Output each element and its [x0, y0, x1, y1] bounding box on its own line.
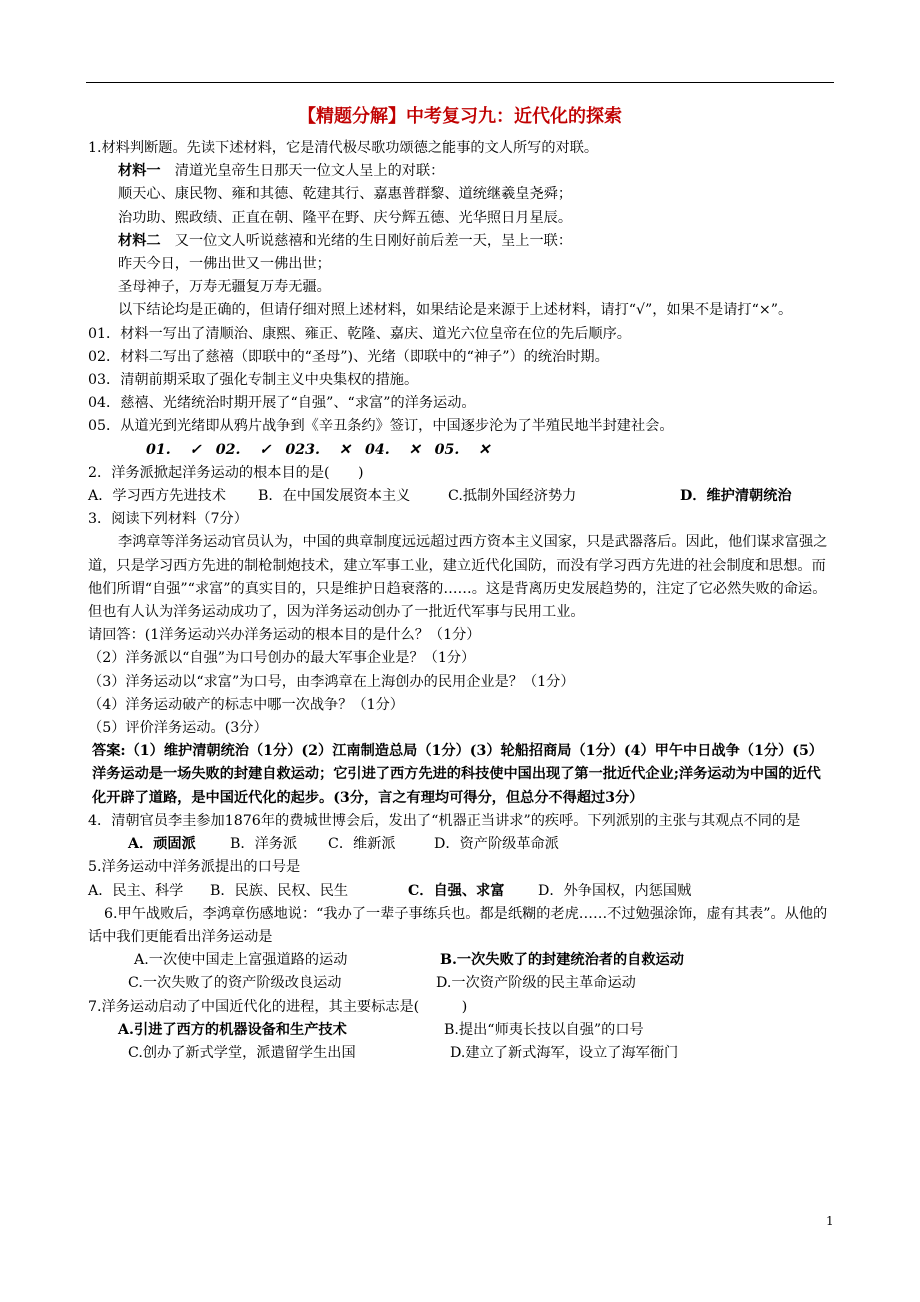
- q3-stem: 3．阅读下列材料（7分）: [88, 511, 248, 528]
- q4-stem: 4．清朝官员李圭参加1876年的费城世博会后，发出了“机器正当讲求”的疾呼。下列派别的主张与其观点不同的是: [88, 812, 801, 829]
- page-title: 【精题分解】中考复习九：近代化的探索: [298, 106, 622, 127]
- q1-material-2-line-2: 圣母神子，万寿无疆复万寿无疆。: [118, 279, 331, 296]
- q6-stem: 6.甲午战败后，李鸿章伤感地说：“我办了一辈子事练兵也。都是纸糊的老虎……不过勉强涂饰，虚有其表”。从他的话中我们更能看出洋务运动是: [88, 905, 828, 945]
- q2-option-a: A．学习西方先进技术: [88, 488, 226, 505]
- q5-option-d: D．外争国权，内惩国贼: [538, 882, 692, 899]
- q6-option-a: A.一次使中国走上富强道路的运动: [134, 952, 348, 969]
- q7-option-a: A.引进了西方的机器设备和生产技术: [118, 1021, 347, 1038]
- document-body: [88, 137, 834, 1065]
- q4-option-a: A．顽固派: [128, 836, 196, 853]
- q3-question-1: 请回答：(1洋务运动兴办洋务运动的根本目的是什么？（1分）: [88, 627, 481, 644]
- material-2-label: 材料二: [118, 232, 161, 249]
- q3-question-3: （3）洋务运动以“求富”为口号，由李鸿章在上海创办的民用企业是？（1分）: [88, 673, 575, 690]
- q4-option-b: B．洋务派: [230, 836, 298, 853]
- q6-option-d: D.一次资产阶级的民主革命运动: [436, 975, 636, 992]
- q1-item-05: 05．从道光到光绪即从鸦片战争到《辛丑条约》签订，中国逐步沦为了半殖民地半封建社会。: [88, 418, 674, 435]
- q6-options-row-2: [88, 972, 834, 995]
- q1-item-02: 02．材料二写出了慈禧（即联中的“圣母”)、光绪（即联中的“神子”）的统治时期。: [88, 348, 609, 365]
- material-2-text: 又一位文人听说慈禧和光绪的生日刚好前后差一天，呈上一联：: [160, 232, 573, 249]
- q3-material: 李鸿章等洋务运动官员认为，中国的典章制度远远超过西方资本主义国家，只是武器落后。因此，他们谋求富强之道，只是学习西方先进的制枪制炮技术，建立军事工业，建立近代化国防，而没有学习西方先进的社会制度和思想。而他们所谓“自强”“求富”的真实目的，只是维护日趋衰落的……。这是背离历史发展趋势的，注定了它必然失败的命运。但也有人认为洋务运动成功了，因为洋务运动创办了一批近代军事与民用工业。: [88, 534, 828, 621]
- q7-option-b: B.提出“师夷长技以自强”的口号: [444, 1021, 644, 1038]
- q7-options-row-1: [88, 1019, 834, 1042]
- header-rule: [86, 82, 834, 83]
- q1-instruction: 以下结论均是正确的，但请仔细对照上述材料，如果结论是来源于上述材料，请打“√”，如果不是请打“×”。: [118, 302, 793, 319]
- q1-item-04: 04．慈禧、光绪统治时期开展了“自强”、“求富”的洋务运动。: [88, 395, 476, 412]
- q2-stem: 2．洋务派掀起洋务运动的根本目的是( ): [88, 464, 364, 481]
- q6-option-b: B.一次失败了的封建统治者的自救运动: [440, 952, 684, 969]
- q1-answer: 01. ✓ 02. ✓ 023. ✕ 04. ✕ 05. ✕: [146, 441, 491, 458]
- q4-option-d: D．资产阶级革命派: [434, 836, 559, 853]
- material-1-text: 清道光皇帝生日那天一位文人呈上的对联：: [160, 163, 445, 180]
- q5-options: [88, 880, 834, 903]
- q2-options: [88, 485, 834, 508]
- q1-material-1-line-2: 治功助、熙政绩、正直在朝、隆平在野、庆兮辉五德、光华照日月星辰。: [118, 209, 573, 226]
- q2-option-c: C.抵制外国经济势力: [448, 488, 577, 505]
- q5-stem: 5.洋务运动中洋务派提出的口号是: [88, 859, 301, 876]
- q6-option-c: C.一次失败了的资产阶级改良运动: [128, 975, 342, 992]
- q5-option-a: A．民主、科学: [88, 882, 184, 899]
- q5-option-c: C．自强、求富: [408, 882, 505, 899]
- q3-question-5: （5）评价洋务运动。(3分）: [88, 720, 268, 737]
- q1-material-1-line-1: 顺天心、康民物、雍和其德、乾建其行、嘉惠普群黎、道统继羲皇尧舜；: [118, 186, 573, 203]
- q7-options-row-2: [88, 1042, 834, 1065]
- q7-stem: 7.洋务运动启动了中国近代化的进程，其主要标志是( ): [88, 998, 468, 1015]
- q7-option-c: C.创办了新式学堂，派遣留学生出国: [128, 1044, 356, 1061]
- q1-intro: 1.材料判断题。先读下述材料，它是清代极尽歌功颂德之能事的文人所写的对联。: [88, 140, 599, 156]
- q6-options-row-1: [88, 949, 834, 972]
- q5-option-b: B．民族、民权、民生: [210, 882, 349, 899]
- q2-option-d: D．维护清朝统治: [680, 488, 792, 505]
- q7-option-d: D.建立了新式海军，设立了海军衙门: [450, 1044, 679, 1061]
- q1-material-1: [88, 160, 834, 183]
- q4-option-c: C．维新派: [328, 836, 396, 853]
- page-number: 1: [826, 1214, 834, 1228]
- q3-question-2: （2）洋务派以“自强”为口号创办的最大军事企业是？（1分）: [88, 650, 476, 667]
- q3-answer: 答案:（1）维护清朝统治（1分）(2）江南制造总局（1分）(3）轮船招商局（1分）(4）甲午中日战争（1分）(5）洋务运动是一场失败的封建自救运动；它引进了西方先进的科技使中国出现了第一批近代企业;洋务运动为中国的近代化开辟了道路，是中国近代化的起步。(3分，言之有理均可得分，但总分不得超过3分）: [92, 743, 823, 806]
- q1-item-03: 03．清朝前期采取了强化专制主义中央集权的措施。: [88, 372, 419, 389]
- q4-options: [88, 833, 834, 856]
- material-1-label: 材料一: [118, 163, 161, 180]
- q1-material-2-line-1: 昨天今日，一佛出世又一佛出世；: [118, 256, 331, 273]
- q3-question-4: （4）洋务运动破产的标志中哪一次战争？（1分）: [88, 696, 404, 713]
- q2-option-b: B．在中国发展资本主义: [258, 488, 411, 505]
- q1-item-01: 01．材料一写出了清顺治、康熙、雍正、乾隆、嘉庆、道光六位皇帝在位的先后顺序。: [88, 325, 631, 342]
- q1-material-2: [88, 230, 834, 253]
